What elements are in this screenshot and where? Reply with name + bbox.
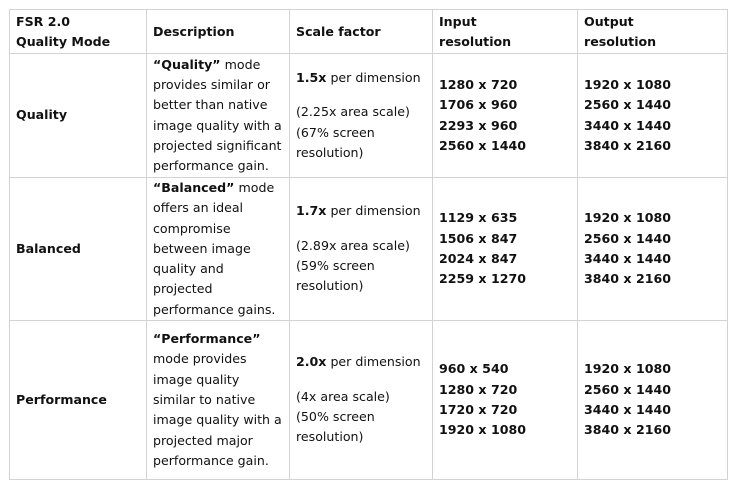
input-resolution: 1920 x 1080 <box>439 422 526 438</box>
output-resolution-cell <box>578 321 728 480</box>
input-resolution: 1506 x 847 <box>439 230 518 246</box>
mode-cell: Performance <box>10 321 147 480</box>
header-output-line2: resolution <box>584 33 657 49</box>
output-resolution: 1920 x 1080 <box>584 361 671 377</box>
scale-value: 2.0x <box>296 354 327 370</box>
header-output-line1: Output <box>584 13 634 29</box>
output-resolution: 3440 x 1440 <box>584 402 671 418</box>
header-mode-line1: FSR 2.0 <box>16 13 71 29</box>
description-cell <box>147 178 290 321</box>
header-mode-line2: Quality Mode <box>16 33 111 49</box>
output-resolution-cell <box>578 178 728 321</box>
output-resolution: 3440 x 1440 <box>584 117 671 133</box>
header-output <box>578 10 728 54</box>
output-resolution: 1920 x 1080 <box>584 76 671 92</box>
table-row-balanced <box>10 178 728 321</box>
input-resolution: 2259 x 1270 <box>439 271 526 287</box>
output-resolution-cell <box>578 54 728 178</box>
input-resolution: 1720 x 720 <box>439 402 518 418</box>
output-resolution: 1920 x 1080 <box>584 210 671 226</box>
header-row <box>10 10 728 54</box>
mode-cell: Balanced <box>10 178 147 321</box>
description-mode-name: “Balanced” <box>153 180 235 195</box>
input-resolution: 960 x 540 <box>439 361 509 377</box>
fsr-quality-modes-table <box>9 9 728 480</box>
input-resolution: 2293 x 960 <box>439 117 518 133</box>
input-resolution-cell <box>433 321 578 480</box>
output-resolution: 3440 x 1440 <box>584 251 671 267</box>
scale-cell <box>290 321 433 480</box>
output-resolution: 2560 x 1440 <box>584 381 671 397</box>
input-resolution-cell <box>433 178 578 321</box>
scale-suffix: per dimension <box>326 203 421 219</box>
input-resolution: 1706 x 960 <box>439 97 518 113</box>
input-resolution-cell <box>433 54 578 178</box>
output-resolution: 2560 x 1440 <box>584 97 671 113</box>
scale-value: 1.5x <box>296 69 327 85</box>
description-cell <box>147 54 290 178</box>
header-input-line2: resolution <box>439 33 512 49</box>
description-cell <box>147 321 290 480</box>
input-resolution: 2024 x 847 <box>439 251 518 267</box>
scale-screen: (50% screen resolution) <box>296 409 375 445</box>
input-resolution: 1280 x 720 <box>439 76 518 92</box>
description-text: mode provides similar or better than native image quality with a projected significant performance gain. <box>153 56 282 174</box>
scale-per-dimension <box>296 68 426 88</box>
scale-cell <box>290 178 433 321</box>
input-resolution: 1280 x 720 <box>439 381 518 397</box>
scale-area: (4x area scale) <box>296 388 390 404</box>
scale-screen: (67% screen resolution) <box>296 124 375 160</box>
scale-cell <box>290 54 433 178</box>
header-scale: Scale factor <box>290 10 433 54</box>
scale-area: (2.25x area scale) <box>296 104 410 120</box>
scale-suffix: per dimension <box>326 69 421 85</box>
input-resolution: 1129 x 635 <box>439 210 518 226</box>
description-text: mode offers an ideal compromise between image quality and projected performance gains. <box>153 180 276 317</box>
description-mode-name: “Performance” <box>153 331 261 347</box>
scale-value: 1.7x <box>296 203 327 219</box>
description-mode-name: “Quality” <box>153 56 221 72</box>
header-input-line1: Input <box>439 13 477 29</box>
mode-cell: Quality <box>10 54 147 178</box>
table-row-performance <box>10 321 728 480</box>
output-resolution: 3840 x 2160 <box>584 271 671 287</box>
header-input <box>433 10 578 54</box>
input-resolution: 2560 x 1440 <box>439 137 526 153</box>
header-description: Description <box>147 10 290 54</box>
description-text: mode provides image quality similar to native image quality with a projected major performance gain. <box>153 351 282 468</box>
scale-per-dimension <box>296 201 426 221</box>
scale-screen: (59% screen resolution) <box>296 258 375 294</box>
scale-suffix: per dimension <box>326 354 421 370</box>
scale-area: (2.89x area scale) <box>296 237 410 253</box>
scale-per-dimension <box>296 352 426 372</box>
output-resolution: 3840 x 2160 <box>584 422 671 438</box>
header-mode <box>10 10 147 54</box>
output-resolution: 3840 x 2160 <box>584 137 671 153</box>
output-resolution: 2560 x 1440 <box>584 230 671 246</box>
table-row-quality <box>10 54 728 178</box>
